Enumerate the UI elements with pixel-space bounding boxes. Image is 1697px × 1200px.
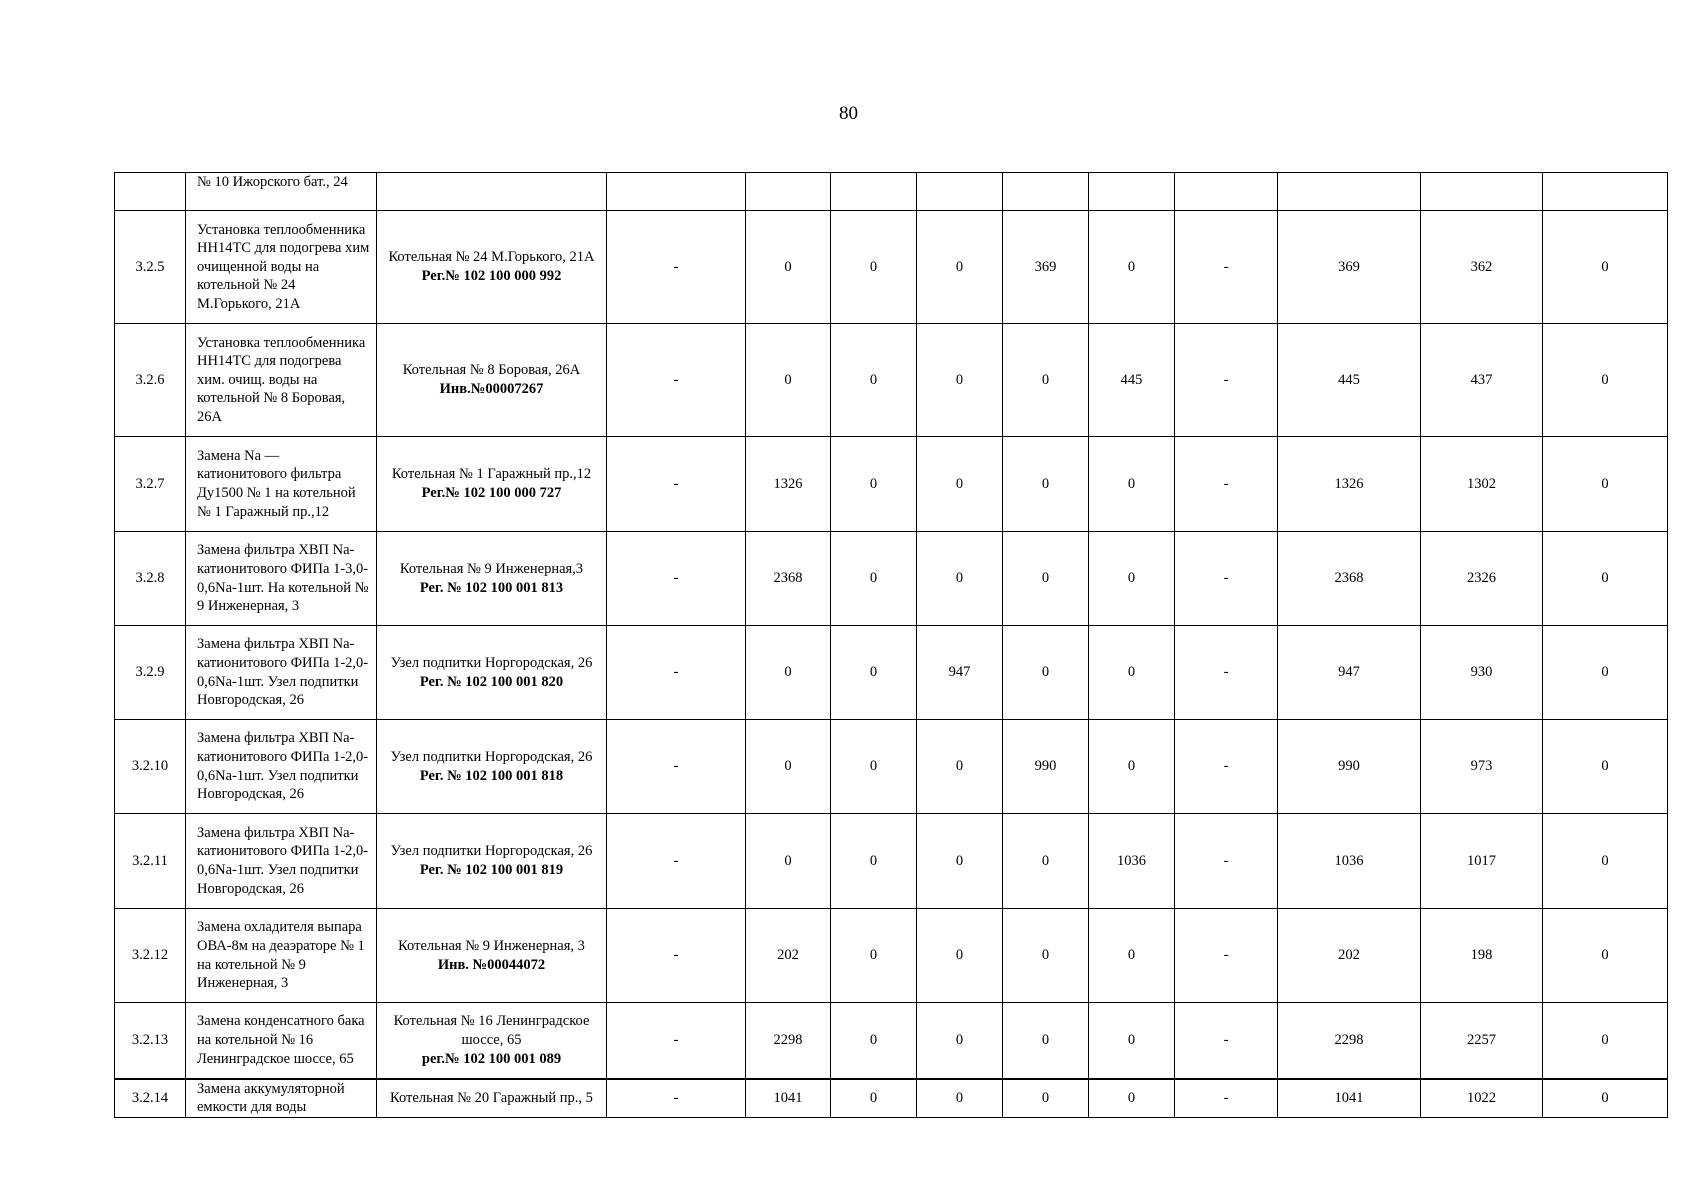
value-cell: 2368 [746, 532, 831, 626]
value-cell: 0 [831, 626, 917, 720]
value-cell: 1041 [746, 1079, 831, 1118]
value-cell: - [1175, 909, 1278, 1003]
value-cell: 0 [831, 814, 917, 909]
value-cell: - [607, 532, 746, 626]
object-cell [377, 814, 607, 909]
value-cell [1543, 173, 1668, 211]
registration-number: Рег. № 102 100 001 820 [419, 673, 564, 690]
value-cell: - [607, 720, 746, 814]
table-row [115, 532, 1668, 626]
value-cell: 0 [1003, 909, 1089, 1003]
value-cell: 0 [1003, 324, 1089, 437]
table-row [115, 324, 1668, 437]
table-row [115, 720, 1668, 814]
value-cell: 1022 [1421, 1079, 1543, 1118]
value-cell: 0 [1543, 211, 1668, 324]
object-cell [377, 324, 607, 437]
value-cell: - [1175, 324, 1278, 437]
value-cell [1175, 173, 1278, 211]
measure-name: Замена аккумуляторной емкости для воды [186, 1079, 377, 1118]
object-address: Узел подпитки Норгородская, 26 [390, 654, 593, 671]
row-number: 3.2.14 [115, 1079, 186, 1118]
measure-name: № 10 Ижорского бат., 24 [186, 173, 377, 211]
value-cell: 0 [917, 1003, 1003, 1079]
value-cell [746, 173, 831, 211]
value-cell: 0 [1543, 324, 1668, 437]
value-cell: 947 [1278, 626, 1421, 720]
object-cell [377, 626, 607, 720]
registration-number: Рег. № 102 100 001 818 [419, 767, 564, 784]
value-cell: 0 [1543, 1003, 1668, 1079]
object-address: Котельная № 9 Инженерная,3 [399, 560, 584, 577]
object-cell [377, 173, 607, 211]
row-number [115, 173, 186, 211]
value-cell: - [1175, 626, 1278, 720]
value-cell [1278, 173, 1421, 211]
value-cell: 1326 [1278, 437, 1421, 532]
value-cell: 2257 [1421, 1003, 1543, 1079]
value-cell: 1326 [746, 437, 831, 532]
value-cell: 0 [1089, 909, 1175, 1003]
value-cell: 0 [746, 211, 831, 324]
registration-number: Инв. №00044072 [437, 956, 546, 973]
value-cell: 2298 [746, 1003, 831, 1079]
object-cell [377, 532, 607, 626]
value-cell: 930 [1421, 626, 1543, 720]
registration-number: Рег. № 102 100 001 813 [419, 579, 564, 596]
table-row [115, 626, 1668, 720]
value-cell: 369 [1278, 211, 1421, 324]
value-cell: 0 [917, 437, 1003, 532]
value-cell: 0 [831, 909, 917, 1003]
value-cell: 0 [746, 814, 831, 909]
registration-number: Рег.№ 102 100 000 727 [421, 485, 562, 501]
value-cell: 437 [1421, 324, 1543, 437]
value-cell: - [607, 626, 746, 720]
row-number: 3.2.12 [115, 909, 186, 1003]
value-cell: 0 [1089, 1079, 1175, 1118]
value-cell: 0 [831, 1079, 917, 1118]
value-cell: 0 [1089, 437, 1175, 532]
value-cell: - [1175, 211, 1278, 324]
row-number: 3.2.7 [115, 437, 186, 532]
value-cell: 2326 [1421, 532, 1543, 626]
measure-name: Замена Na — катионитового фильтра Ду1500 № 1 на котельной № 1 Гаражный пр.,12 [186, 437, 377, 532]
value-cell: 0 [1543, 532, 1668, 626]
table-row [115, 814, 1668, 909]
value-cell: 445 [1278, 324, 1421, 437]
value-cell: 0 [1543, 1079, 1668, 1118]
table-row [115, 1003, 1668, 1079]
value-cell: 0 [1543, 720, 1668, 814]
measure-name: Замена фильтра ХВП Na-катионитового ФИПа 1-2,0-0,6Na-1шт. Узел подпитки Новгородская, 26 [186, 814, 377, 909]
page-number: 80 [839, 103, 858, 124]
value-cell: 0 [917, 814, 1003, 909]
value-cell: - [607, 814, 746, 909]
value-cell: 0 [746, 324, 831, 437]
investment-table [114, 172, 1668, 1118]
value-cell: 0 [917, 324, 1003, 437]
value-cell: 0 [1089, 626, 1175, 720]
object-address: Узел подпитки Норгородская, 26 [390, 843, 593, 860]
value-cell: 0 [917, 1079, 1003, 1118]
value-cell: 947 [917, 626, 1003, 720]
value-cell: 0 [1089, 1003, 1175, 1079]
value-cell: 990 [1278, 720, 1421, 814]
value-cell: - [1175, 437, 1278, 532]
object-cell [377, 437, 607, 532]
object-address: Котельная № 9 Инженерная, 3 [398, 937, 585, 954]
value-cell: 369 [1003, 211, 1089, 324]
value-cell: 0 [917, 211, 1003, 324]
table-row [115, 211, 1668, 324]
value-cell: 1041 [1278, 1079, 1421, 1118]
value-cell: 990 [1003, 720, 1089, 814]
measure-name: Замена фильтра ХВП Na-катионитового ФИПа 1-3,0-0,6Na-1шт. На котельной № 9 Инженерная, 3 [186, 532, 377, 626]
object-address: Котельная № 1 Гаражный пр.,12 [391, 466, 592, 483]
registration-number: рег.№ 102 100 001 089 [421, 1050, 562, 1067]
value-cell: 0 [1003, 1079, 1089, 1118]
row-number: 3.2.9 [115, 626, 186, 720]
object-address: Узел подпитки Норгородская, 26 [390, 748, 593, 765]
value-cell: - [1175, 1079, 1278, 1118]
measure-name: Замена конденсатного бака на котельной № 16 Ленинградское шоссе, 65 [186, 1003, 377, 1079]
measure-name: Замена фильтра ХВП Na-катионитового ФИПа 1-2,0-0,6Na-1шт. Узел подпитки Новгородская, 26 [186, 720, 377, 814]
value-cell: 0 [917, 532, 1003, 626]
value-cell [917, 173, 1003, 211]
row-number: 3.2.5 [115, 211, 186, 324]
table-row [115, 437, 1668, 532]
value-cell: 445 [1089, 324, 1175, 437]
value-cell: - [607, 909, 746, 1003]
value-cell: 362 [1421, 211, 1543, 324]
value-cell: 0 [831, 532, 917, 626]
value-cell: 0 [1543, 909, 1668, 1003]
value-cell: - [607, 1003, 746, 1079]
value-cell: 0 [1003, 532, 1089, 626]
value-cell: 0 [1543, 626, 1668, 720]
value-cell: 0 [1089, 532, 1175, 626]
row-number: 3.2.10 [115, 720, 186, 814]
value-cell: - [607, 324, 746, 437]
table-body [115, 173, 1668, 1118]
table-row [115, 1079, 1668, 1118]
registration-number: Инв.№00007267 [439, 381, 544, 397]
value-cell: 0 [831, 1003, 917, 1079]
value-cell: 0 [917, 909, 1003, 1003]
value-cell: 0 [1003, 814, 1089, 909]
measure-name: Установка теплообменника НН14ТС для подогрева хим очищенной воды на котельной № 24 М.Горького, 21А [186, 211, 377, 324]
value-cell: 0 [1089, 720, 1175, 814]
value-cell: - [1175, 720, 1278, 814]
row-number: 3.2.6 [115, 324, 186, 437]
object-cell [377, 211, 607, 324]
object-address: Котельная № 20 Гаражный пр., 5 [390, 1089, 593, 1106]
value-cell [1421, 173, 1543, 211]
value-cell [607, 173, 746, 211]
value-cell: 0 [746, 720, 831, 814]
value-cell: - [1175, 814, 1278, 909]
object-cell [377, 909, 607, 1003]
value-cell: 202 [746, 909, 831, 1003]
value-cell: 0 [1543, 437, 1668, 532]
object-address: Котельная № 8 Боровая, 26А [402, 362, 581, 379]
value-cell: 0 [831, 437, 917, 532]
table-row [115, 173, 1668, 211]
row-number: 3.2.13 [115, 1003, 186, 1079]
value-cell: - [607, 437, 746, 532]
value-cell: 0 [1003, 437, 1089, 532]
table-row [115, 909, 1668, 1003]
value-cell: 1036 [1089, 814, 1175, 909]
value-cell: 1302 [1421, 437, 1543, 532]
object-cell [377, 1003, 607, 1079]
registration-number: Рег. № 102 100 001 819 [419, 862, 564, 878]
value-cell [831, 173, 917, 211]
value-cell: 0 [746, 626, 831, 720]
value-cell: - [607, 1079, 746, 1118]
measure-name: Замена охладителя выпара ОВА-8м на деаэраторе № 1 на котельной № 9 Инженерная, 3 [186, 909, 377, 1003]
row-number: 3.2.11 [115, 814, 186, 909]
value-cell: 2368 [1278, 532, 1421, 626]
value-cell: 2298 [1278, 1003, 1421, 1079]
value-cell: 198 [1421, 909, 1543, 1003]
value-cell: 1017 [1421, 814, 1543, 909]
object-address: Котельная № 24 М.Горького, 21А [388, 249, 595, 266]
object-cell [377, 720, 607, 814]
value-cell: 0 [1089, 211, 1175, 324]
value-cell: 0 [1003, 1003, 1089, 1079]
value-cell: 0 [831, 211, 917, 324]
value-cell: 0 [1543, 814, 1668, 909]
value-cell: 202 [1278, 909, 1421, 1003]
value-cell [1089, 173, 1175, 211]
measure-name: Замена фильтра ХВП Na-катионитового ФИПа 1-2,0-0,6Na-1шт. Узел подпитки Новгородская, 26 [186, 626, 377, 720]
value-cell: 0 [917, 720, 1003, 814]
value-cell: - [607, 211, 746, 324]
measure-name: Установка теплообменника НН14ТС для подогрева хим. очищ. воды на котельной № 8 Боровая, 26А [186, 324, 377, 437]
object-cell [377, 1079, 607, 1118]
value-cell: 0 [831, 324, 917, 437]
value-cell [1003, 173, 1089, 211]
value-cell: 0 [1003, 626, 1089, 720]
registration-number: Рег.№ 102 100 000 992 [421, 268, 562, 284]
row-number: 3.2.8 [115, 532, 186, 626]
object-address: Котельная № 16 Ленинградское шоссе, 65 [393, 1013, 590, 1048]
value-cell: 0 [831, 720, 917, 814]
value-cell: - [1175, 532, 1278, 626]
value-cell: 1036 [1278, 814, 1421, 909]
value-cell: 973 [1421, 720, 1543, 814]
value-cell: - [1175, 1003, 1278, 1079]
